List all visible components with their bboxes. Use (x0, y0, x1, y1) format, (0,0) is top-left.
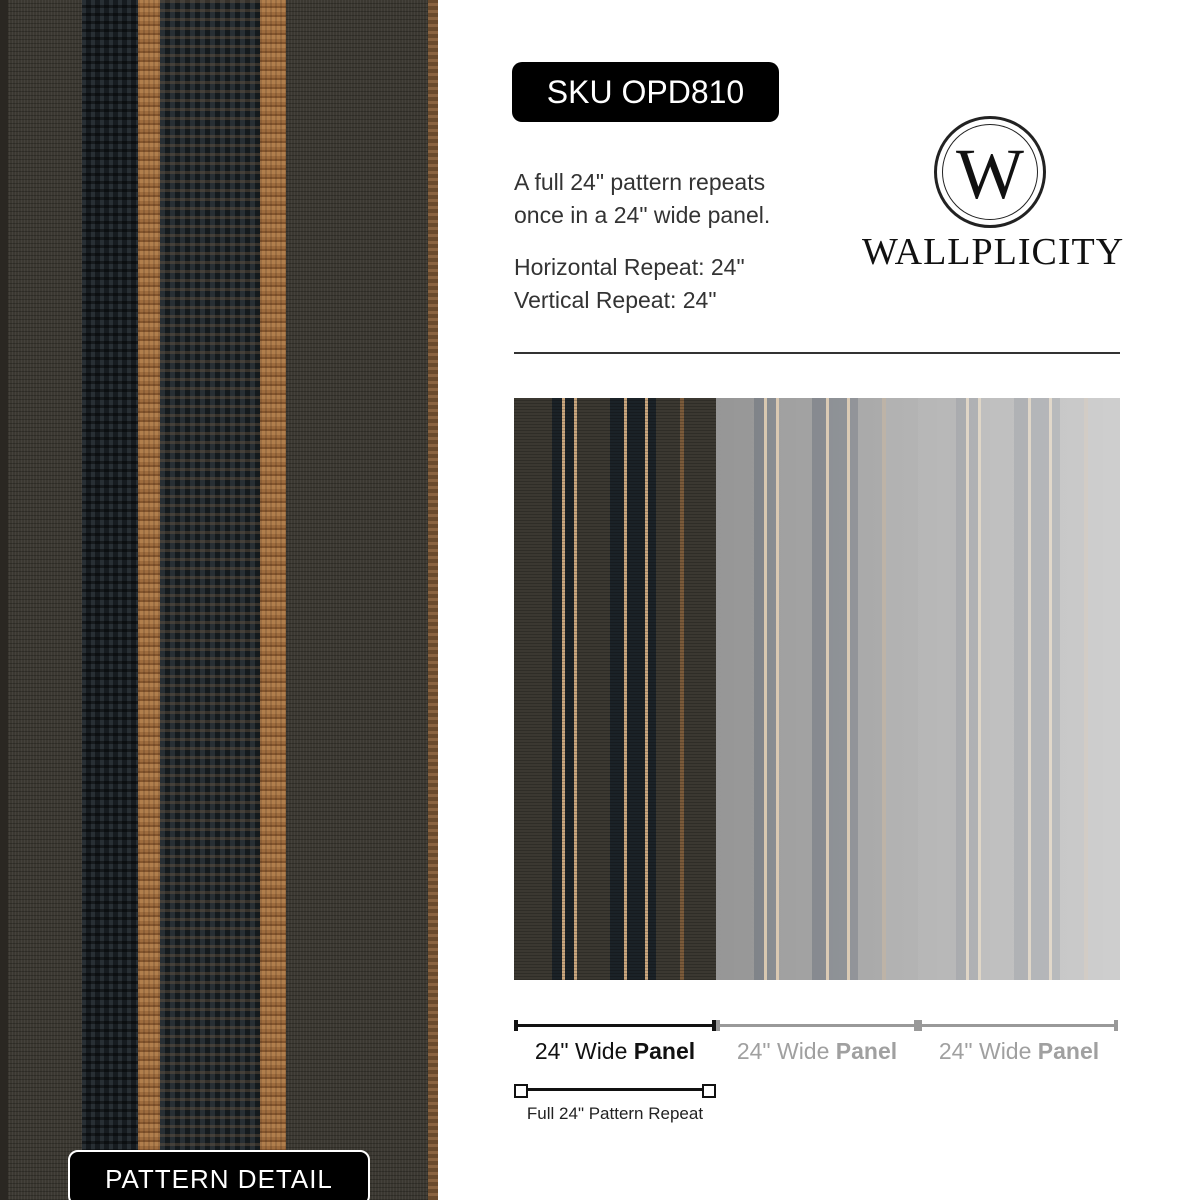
description-line-2: once in a 24" wide panel. (514, 202, 771, 228)
pattern-brown-edge (428, 0, 438, 1200)
vertical-repeat: Vertical Repeat: 24" (514, 287, 717, 313)
panel-preview-1 (514, 398, 716, 980)
description-line-1: A full 24" pattern repeats (514, 169, 766, 195)
horizontal-repeat: Horizontal Repeat: 24" (514, 254, 745, 280)
sku-badge: SKU OPD810 (512, 62, 779, 122)
pattern-navy-stripe-narrow (82, 0, 138, 1200)
panel-2-label: 24" Wide Panel (736, 1038, 898, 1064)
pattern-repeat-label: Full 24" Pattern Repeat (526, 1104, 704, 1123)
panel-3-measure-line (918, 1024, 1118, 1027)
brand-name: WALLPLICITY (862, 231, 1125, 273)
section-divider (514, 352, 1120, 354)
pattern-navy-stripe-wide (160, 0, 260, 1200)
logo-circle-icon (934, 116, 1046, 228)
pattern-detail-image (0, 0, 438, 1200)
pattern-tan-stripe-right (260, 0, 286, 1200)
brand-logo (862, 112, 1125, 273)
panel-1-measure-line (514, 1024, 716, 1027)
panel-fade-overlay (716, 398, 1120, 980)
logo-monogram: W (956, 134, 1024, 214)
repeat-description (514, 166, 854, 232)
pattern-repeat-measure-line (514, 1088, 716, 1091)
pattern-edge-stripe (0, 0, 8, 1200)
pattern-tan-stripe-left (138, 0, 160, 1200)
panel-3-label: 24" Wide Panel (938, 1038, 1100, 1064)
panel-1-label: 24" Wide Panel (534, 1038, 696, 1064)
panel-preview (514, 398, 1120, 980)
pattern-detail-label: PATTERN DETAIL (68, 1150, 370, 1200)
repeat-dimensions (514, 251, 854, 317)
panel-2-measure-line (716, 1024, 918, 1027)
